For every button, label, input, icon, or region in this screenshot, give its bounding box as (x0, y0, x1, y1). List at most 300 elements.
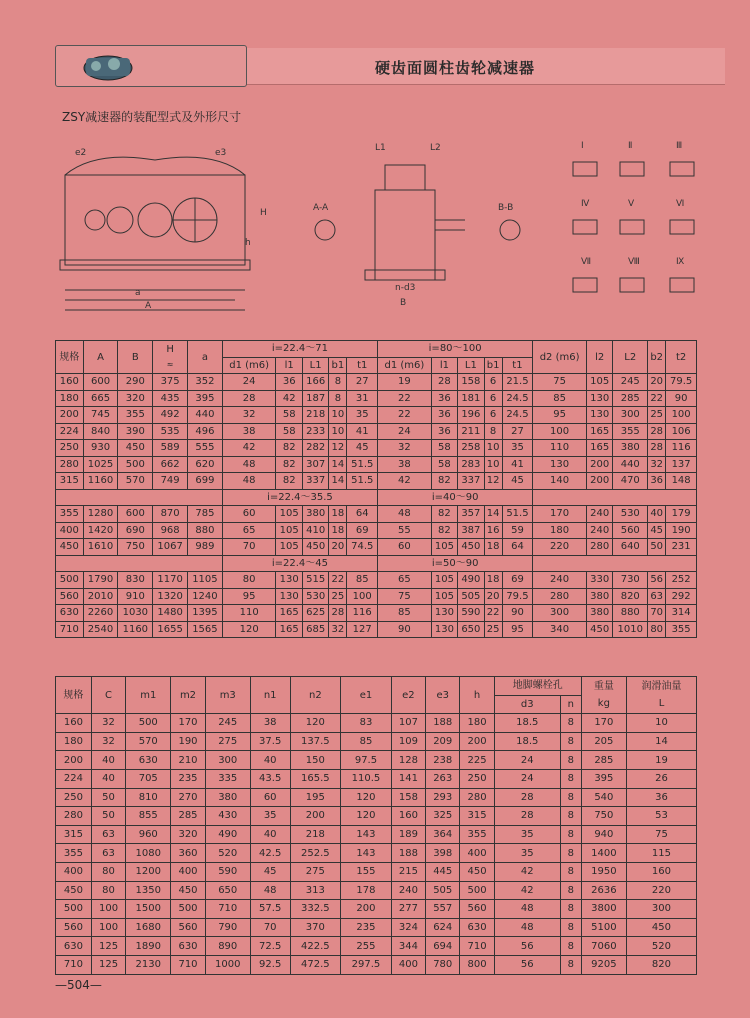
table-cell: 337 (302, 473, 328, 490)
table-cell: 224 (56, 769, 92, 788)
table-cell: 160 (56, 374, 84, 391)
table-cell: 110 (222, 605, 276, 622)
table-cell: 1565 (188, 621, 223, 638)
table-cell: 51.5 (502, 506, 533, 523)
table-cell: 27 (502, 423, 533, 440)
table-cell: 36 (648, 473, 666, 490)
table-cell: 160 (56, 714, 92, 733)
table-row (56, 456, 697, 473)
table-cell: 1680 (126, 918, 171, 937)
table-cell: 2010 (83, 588, 118, 605)
table-cell: 187 (302, 390, 328, 407)
table-row (56, 769, 697, 788)
table-cell: 18.5 (494, 714, 560, 733)
dimension-table-1-body (56, 374, 697, 638)
table-cell: 190 (666, 522, 697, 539)
table-cell: 31 (347, 390, 378, 407)
table-cell: 42.5 (250, 844, 290, 863)
table-row (56, 825, 697, 844)
table-cell: 40 (250, 751, 290, 770)
technical-drawings (55, 130, 725, 320)
table-cell: 355 (118, 407, 153, 424)
table-cell: 36 (276, 374, 302, 391)
table-cell: 165 (276, 605, 302, 622)
table-cell: 440 (188, 407, 223, 424)
table-cell: 370 (290, 918, 341, 937)
table-cell: 500 (171, 900, 205, 919)
table-cell: 200 (56, 751, 92, 770)
table-cell: 6 (484, 407, 502, 424)
table-cell: 95 (222, 588, 276, 605)
table-cell: 22 (648, 390, 666, 407)
table-cell: 785 (188, 506, 223, 523)
table-cell: 880 (188, 522, 223, 539)
table-cell: 125 (91, 955, 125, 974)
table-cell: 505 (458, 588, 484, 605)
table-row (56, 732, 697, 751)
table-cell: 450 (56, 539, 84, 556)
table-cell: 515 (302, 572, 328, 589)
table-row (56, 572, 697, 589)
table-cell: 106 (666, 423, 697, 440)
table-cell: 188 (391, 844, 425, 863)
col-h: h (460, 677, 494, 714)
table-cell: 490 (458, 572, 484, 589)
table-cell: 430 (205, 807, 250, 826)
table-cell: 130 (586, 390, 612, 407)
col-e1: e1 (341, 677, 392, 714)
table-cell: 8 (560, 769, 581, 788)
table-cell: 80 (91, 881, 125, 900)
table-cell: 8 (560, 788, 581, 807)
table-cell: 630 (171, 937, 205, 956)
table-cell: 3800 (581, 900, 626, 919)
table-cell: 355 (56, 844, 92, 863)
table-cell: 70 (250, 918, 290, 937)
table-row (56, 374, 697, 391)
table-row (56, 900, 697, 919)
table-cell: 195 (290, 788, 341, 807)
table-cell: 57.5 (250, 900, 290, 919)
table-cell: 58 (276, 407, 302, 424)
table-cell: 220 (626, 881, 696, 900)
table-cell: 32 (222, 407, 276, 424)
col-m2: m2 (171, 677, 205, 714)
table-cell: 355 (56, 506, 84, 523)
table-cell: 277 (391, 900, 425, 919)
table-row (56, 621, 697, 638)
table-cell: 170 (533, 506, 587, 523)
svg-text:Ⅷ: Ⅷ (628, 257, 640, 267)
table-cell: 730 (613, 572, 648, 589)
table-cell: 69 (347, 522, 378, 539)
table-cell: 250 (56, 440, 84, 457)
col-C: C (91, 677, 125, 714)
table-cell: 70 (222, 539, 276, 556)
table-cell: 179 (666, 506, 697, 523)
svg-text:Ⅴ: Ⅴ (628, 199, 635, 209)
col-d3: d3 (494, 695, 560, 714)
table-cell: 870 (153, 506, 188, 523)
table-cell: 450 (302, 539, 328, 556)
table-cell: 28 (222, 390, 276, 407)
table-cell: 335 (205, 769, 250, 788)
table-cell: 74.5 (347, 539, 378, 556)
table-cell: 14 (329, 473, 347, 490)
table-cell: 315 (56, 473, 84, 490)
table-cell: 880 (613, 605, 648, 622)
table-cell: 685 (302, 621, 328, 638)
table-cell: 41 (502, 456, 533, 473)
table-cell: 500 (126, 714, 171, 733)
table-cell: 8 (329, 374, 347, 391)
table-row (56, 937, 697, 956)
table-cell: 180 (56, 732, 92, 751)
table-cell: 180 (533, 522, 587, 539)
table-cell: 8 (560, 751, 581, 770)
table-cell: 2130 (126, 955, 171, 974)
table-row (56, 423, 697, 440)
table-cell: 1000 (205, 955, 250, 974)
table-cell: 235 (341, 918, 392, 937)
table-cell: 313 (290, 881, 341, 900)
table-cell: 1160 (118, 621, 153, 638)
svg-text:Ⅰ: Ⅰ (581, 141, 584, 151)
table-cell: 505 (426, 881, 460, 900)
table-cell: 22 (484, 605, 502, 622)
table-cell: 300 (533, 605, 587, 622)
table-cell: 50 (648, 539, 666, 556)
table-cell: 10 (329, 407, 347, 424)
col-weight-label: 重量 (593, 681, 614, 693)
table-cell: 181 (458, 390, 484, 407)
table-cell: 540 (581, 788, 626, 807)
col-n1: n1 (250, 677, 290, 714)
table-cell: 589 (153, 440, 188, 457)
table-cell: 143 (341, 825, 392, 844)
col-A: A (83, 341, 118, 374)
table-cell: 360 (171, 844, 205, 863)
table-cell: 82 (276, 456, 302, 473)
table-cell: 225 (460, 751, 494, 770)
table-cell: 90 (378, 621, 432, 638)
table-cell: 220 (533, 539, 587, 556)
table-cell: 1320 (153, 588, 188, 605)
table-cell: 158 (458, 374, 484, 391)
table-cell: 315 (460, 807, 494, 826)
table-cell: 85 (341, 732, 392, 751)
table-row (56, 539, 697, 556)
table-cell: 1030 (118, 605, 153, 622)
table-cell: 59 (502, 522, 533, 539)
table-cell: 710 (56, 955, 92, 974)
table-cell: 180 (460, 714, 494, 733)
table-cell: 315 (56, 825, 92, 844)
table-cell: 75 (378, 588, 432, 605)
col-spec: 规格 (56, 341, 84, 374)
table-cell: 32 (329, 621, 347, 638)
table-cell: 50 (91, 807, 125, 826)
table-cell: 275 (205, 732, 250, 751)
table-row (56, 862, 697, 881)
table-cell: 1350 (126, 881, 171, 900)
svg-text:Ⅵ: Ⅵ (676, 199, 685, 209)
table-cell: 690 (118, 522, 153, 539)
table-cell: 110 (533, 440, 587, 457)
table-cell: 105 (431, 588, 457, 605)
table-cell: 82 (431, 522, 457, 539)
table-cell: 48 (378, 506, 432, 523)
table-cell: 560 (613, 522, 648, 539)
table-cell: 352 (188, 374, 223, 391)
table-cell: 35 (502, 440, 533, 457)
table-cell: 630 (56, 605, 84, 622)
table-cell: 1655 (153, 621, 188, 638)
table-cell: 70 (648, 605, 666, 622)
table-row (56, 955, 697, 974)
table-cell: 710 (460, 937, 494, 956)
table-cell: 557 (426, 900, 460, 919)
table-cell: 22 (378, 407, 432, 424)
table-cell: 100 (347, 588, 378, 605)
table-cell: 699 (188, 473, 223, 490)
table-cell: 58 (431, 456, 457, 473)
table-cell: 22 (329, 572, 347, 589)
table-cell: 560 (460, 900, 494, 919)
table-cell: 215 (391, 862, 425, 881)
table-cell: 790 (205, 918, 250, 937)
table-cell: 245 (205, 714, 250, 733)
table-cell: 205 (581, 732, 626, 751)
table-cell: 960 (126, 825, 171, 844)
table-cell: 8 (560, 881, 581, 900)
table-cell: 24.5 (502, 407, 533, 424)
table-cell: 160 (391, 807, 425, 826)
svg-text:Ⅶ: Ⅶ (581, 257, 592, 267)
table-cell: 128 (391, 751, 425, 770)
table-cell: 85 (347, 572, 378, 589)
table-cell: 20 (329, 539, 347, 556)
svg-text:Ⅲ: Ⅲ (676, 141, 683, 151)
table-cell: 130 (431, 605, 457, 622)
group-ratio-out: i=80～100 (378, 341, 533, 358)
table-cell: 1400 (581, 844, 626, 863)
table-cell: 8 (560, 862, 581, 881)
table-row (56, 473, 697, 490)
table-cell: 65 (378, 572, 432, 589)
table-cell: 189 (391, 825, 425, 844)
table-cell: 120 (222, 621, 276, 638)
table-cell: 263 (426, 769, 460, 788)
table-cell: 344 (391, 937, 425, 956)
table-cell: 116 (666, 440, 697, 457)
table-cell: 45 (648, 522, 666, 539)
table-cell: 285 (171, 807, 205, 826)
table-cell: 19 (626, 751, 696, 770)
table-cell: 233 (302, 423, 328, 440)
table-cell: 28 (431, 374, 457, 391)
table-cell: 240 (586, 506, 612, 523)
table-cell: 158 (391, 788, 425, 807)
table-cell: 143 (341, 844, 392, 863)
table-cell: 380 (302, 506, 328, 523)
table-cell: 64 (502, 539, 533, 556)
table-cell: 840 (83, 423, 118, 440)
table-cell: 190 (171, 732, 205, 751)
table-cell: 387 (458, 522, 484, 539)
table-cell: 694 (426, 937, 460, 956)
table-cell: 500 (460, 881, 494, 900)
table-cell: 80 (222, 572, 276, 589)
table-cell: 24 (494, 751, 560, 770)
table-row (56, 881, 697, 900)
table-cell: 35 (494, 825, 560, 844)
table-cell: 26 (626, 769, 696, 788)
table-cell: 380 (586, 588, 612, 605)
table-cell: 60 (378, 539, 432, 556)
table-cell: 749 (153, 473, 188, 490)
svg-text:B: B (400, 298, 407, 308)
table-cell: 245 (613, 374, 648, 391)
table-cell: 390 (118, 423, 153, 440)
table-cell: 120 (341, 807, 392, 826)
table-cell: 165 (586, 423, 612, 440)
svg-text:e2: e2 (75, 148, 87, 158)
table-cell: 43.5 (250, 769, 290, 788)
ratio-range-out: i=40～90 (378, 489, 533, 506)
svg-text:B-B: B-B (498, 203, 514, 213)
table-cell: 80 (91, 862, 125, 881)
table-cell: 395 (581, 769, 626, 788)
table-cell: 55 (378, 522, 432, 539)
table-cell: 51.5 (347, 473, 378, 490)
ratio-range-row (56, 555, 697, 572)
table-cell: 200 (586, 473, 612, 490)
table-cell: 8 (560, 732, 581, 751)
dimension-table-2-body (56, 714, 697, 974)
col-l2: l2 (586, 341, 612, 374)
table-cell: 1160 (83, 473, 118, 490)
table-cell: 380 (586, 605, 612, 622)
svg-text:H: H (260, 208, 267, 218)
table-cell: 380 (613, 440, 648, 457)
table-cell: 120 (290, 714, 341, 733)
table-cell: 109 (391, 732, 425, 751)
table-row (56, 522, 697, 539)
col-H (153, 341, 188, 374)
table-cell: 196 (458, 407, 484, 424)
table-cell: 325 (426, 807, 460, 826)
table-cell: 160 (626, 862, 696, 881)
table-cell: 40 (91, 751, 125, 770)
table-cell: 25 (329, 588, 347, 605)
svg-text:Ⅱ: Ⅱ (628, 141, 633, 151)
table-cell: 2636 (581, 881, 626, 900)
table-cell: 940 (581, 825, 626, 844)
table-cell: 180 (56, 390, 84, 407)
table-cell: 492 (153, 407, 188, 424)
table-cell: 422.5 (290, 937, 341, 956)
table-cell: 24 (378, 423, 432, 440)
table-cell: 280 (586, 539, 612, 556)
table-cell: 570 (118, 473, 153, 490)
table-cell: 800 (460, 955, 494, 974)
table-cell: 280 (56, 456, 84, 473)
table-cell: 7060 (581, 937, 626, 956)
table-cell: 45 (250, 862, 290, 881)
table-cell: 625 (302, 605, 328, 622)
table-cell: 42 (222, 440, 276, 457)
table-cell: 28 (329, 605, 347, 622)
col-oil-unit: L (658, 698, 665, 710)
table-cell: 705 (126, 769, 171, 788)
table-cell: 8 (560, 825, 581, 844)
table-cell: 38 (250, 714, 290, 733)
table-cell: 50 (91, 788, 125, 807)
table-cell: 8 (560, 807, 581, 826)
table-cell: 560 (56, 588, 84, 605)
ratio-range-in: i=22.4～45 (222, 555, 377, 572)
table-cell (533, 555, 697, 572)
table-cell: 209 (426, 732, 460, 751)
page-header (55, 45, 725, 85)
table-cell: 650 (205, 881, 250, 900)
table-cell: 48 (494, 900, 560, 919)
table-cell: 355 (666, 621, 697, 638)
col-b1: b1 (484, 357, 502, 374)
col-l1: l1 (431, 357, 457, 374)
table-cell: 250 (56, 788, 92, 807)
table-cell: 18 (484, 539, 502, 556)
table-cell: 35 (494, 844, 560, 863)
table-cell: 127 (347, 621, 378, 638)
table-cell: 21.5 (502, 374, 533, 391)
table-cell: 600 (118, 506, 153, 523)
table-cell: 25 (484, 621, 502, 638)
table-cell: 620 (188, 456, 223, 473)
table-cell: 855 (126, 807, 171, 826)
table-cell: 300 (205, 751, 250, 770)
table-cell: 42 (494, 862, 560, 881)
table-cell: 357 (458, 506, 484, 523)
table-cell: 28 (494, 807, 560, 826)
table-cell: 8 (329, 390, 347, 407)
table-cell: 41 (347, 423, 378, 440)
table-cell: 63 (91, 844, 125, 863)
table-cell: 14 (626, 732, 696, 751)
table-cell: 130 (276, 588, 302, 605)
table-cell: 90 (502, 605, 533, 622)
table-cell: 500 (56, 572, 84, 589)
table-cell: 42 (378, 473, 432, 490)
table-cell: 20 (648, 374, 666, 391)
table-cell: 290 (118, 374, 153, 391)
ratio-range-in: i=22.4～35.5 (222, 489, 377, 506)
col-e3: e3 (426, 677, 460, 714)
table-cell: 1105 (188, 572, 223, 589)
table-cell: 107 (391, 714, 425, 733)
table-cell: 72.5 (250, 937, 290, 956)
table-cell: 293 (426, 788, 460, 807)
table-cell: 10 (484, 440, 502, 457)
table-cell: 24 (494, 769, 560, 788)
table-cell: 355 (460, 825, 494, 844)
table-cell: 665 (83, 390, 118, 407)
table-row (56, 918, 697, 937)
table-cell: 9205 (581, 955, 626, 974)
gearbox-logo-image (55, 45, 247, 87)
svg-text:A-A: A-A (313, 203, 329, 213)
